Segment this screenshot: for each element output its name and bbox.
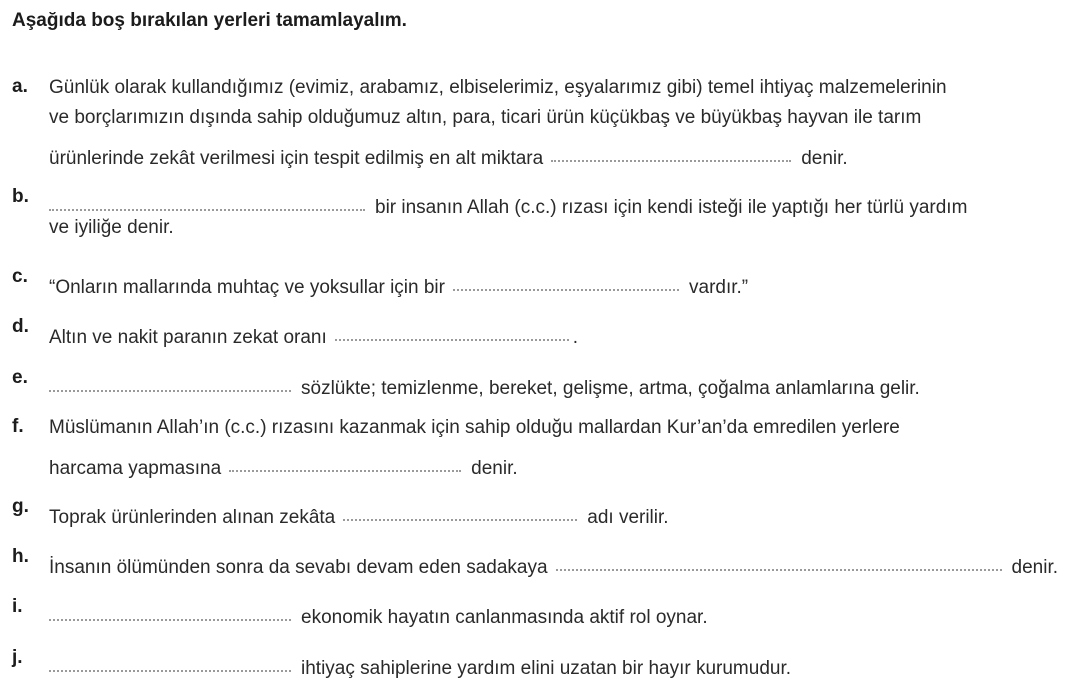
- question-text-line: [49, 183, 1064, 218]
- question-letter: j.: [12, 647, 23, 668]
- question-text: ve iyiliğe denir.: [49, 217, 174, 238]
- question-text-line: [49, 364, 1064, 399]
- question-text: denir.: [1011, 557, 1058, 578]
- question-text-line: [49, 313, 1064, 348]
- question-text: adı verilir.: [587, 507, 669, 528]
- question-text: sözlükte; temizlenme, bereket, gelişme, artma, çoğalma anlamlarına gelir.: [301, 378, 920, 399]
- question-text: denir.: [471, 458, 518, 479]
- question-letter: e.: [12, 367, 28, 388]
- answer-blank[interactable]: [221, 444, 465, 474]
- answer-blank[interactable]: [41, 593, 295, 623]
- question-letter: g.: [12, 496, 29, 517]
- question-text-line: [49, 213, 1064, 243]
- answer-blank[interactable]: [543, 134, 795, 164]
- question-text: .: [572, 327, 579, 348]
- answer-blank[interactable]: [327, 313, 573, 343]
- question-letter: b.: [12, 186, 29, 207]
- answer-blank[interactable]: [41, 364, 295, 394]
- question-letter: c.: [12, 266, 28, 287]
- answer-blank[interactable]: [445, 263, 683, 293]
- question-text: denir.: [801, 148, 848, 169]
- question-text: İnsanın ölümünden sonra da sevabı devam eden sadakaya: [49, 557, 548, 578]
- answer-blank[interactable]: [41, 183, 369, 213]
- question-text-line: [49, 134, 1064, 169]
- question-letter: d.: [12, 316, 29, 337]
- question-text-line: [49, 644, 1064, 679]
- question-text: vardır.”: [689, 277, 749, 298]
- worksheet-title: Aşağıda boş bırakılan yerleri tamamlayalım.: [12, 10, 407, 31]
- question-text: Toprak ürünlerinden alınan zekâta: [49, 507, 336, 528]
- answer-blank[interactable]: [41, 644, 295, 674]
- question-letter: f.: [12, 416, 24, 437]
- question-text-line: [49, 543, 1058, 578]
- question-text: Günlük olarak kullandığımız (evimiz, arabamız, elbiselerimiz, eşyalarımız gibi) temel ihtiyaç malzemelerinin: [49, 77, 947, 98]
- question-text: ürünlerinde zekât verilmesi için tespit edilmiş en alt miktara: [49, 148, 544, 169]
- question-text-line: [49, 103, 1064, 133]
- question-text-line: [49, 413, 1064, 443]
- question-text: ekonomik hayatın canlanmasında aktif rol oynar.: [301, 607, 708, 628]
- question-text-line: [49, 263, 1064, 298]
- question-text-line: [49, 593, 1064, 628]
- question-text-line: [49, 73, 1064, 103]
- question-text: bir insanın Allah (c.c.) rızası için kendi isteği ile yaptığı her türlü yardım: [375, 197, 968, 218]
- question-text-line: [49, 444, 1064, 479]
- question-letter: a.: [12, 76, 28, 97]
- question-text: ihtiyaç sahiplerine yardım elini uzatan bir hayır kurumudur.: [301, 658, 792, 679]
- question-text: “Onların mallarında muhtaç ve yoksullar için bir: [49, 277, 445, 298]
- question-text: Altın ve nakit paranın zekat oranı: [49, 327, 327, 348]
- question-text: ve borçlarımızın dışında sahip olduğumuz altın, para, ticari ürün küçükbaş ve büyükbaş hayvan ile tarım: [49, 107, 922, 128]
- question-text: harcama yapmasına: [49, 458, 222, 479]
- answer-blank[interactable]: [335, 493, 581, 523]
- question-text-line: [49, 493, 1064, 528]
- answer-blank[interactable]: [548, 543, 1006, 573]
- question-letter: i.: [12, 596, 23, 617]
- question-letter: h.: [12, 546, 29, 567]
- question-text: Müslümanın Allah’ın (c.c.) rızasını kazanmak için sahip olduğu mallardan Kur’an’da emredilen yerlere: [49, 417, 900, 438]
